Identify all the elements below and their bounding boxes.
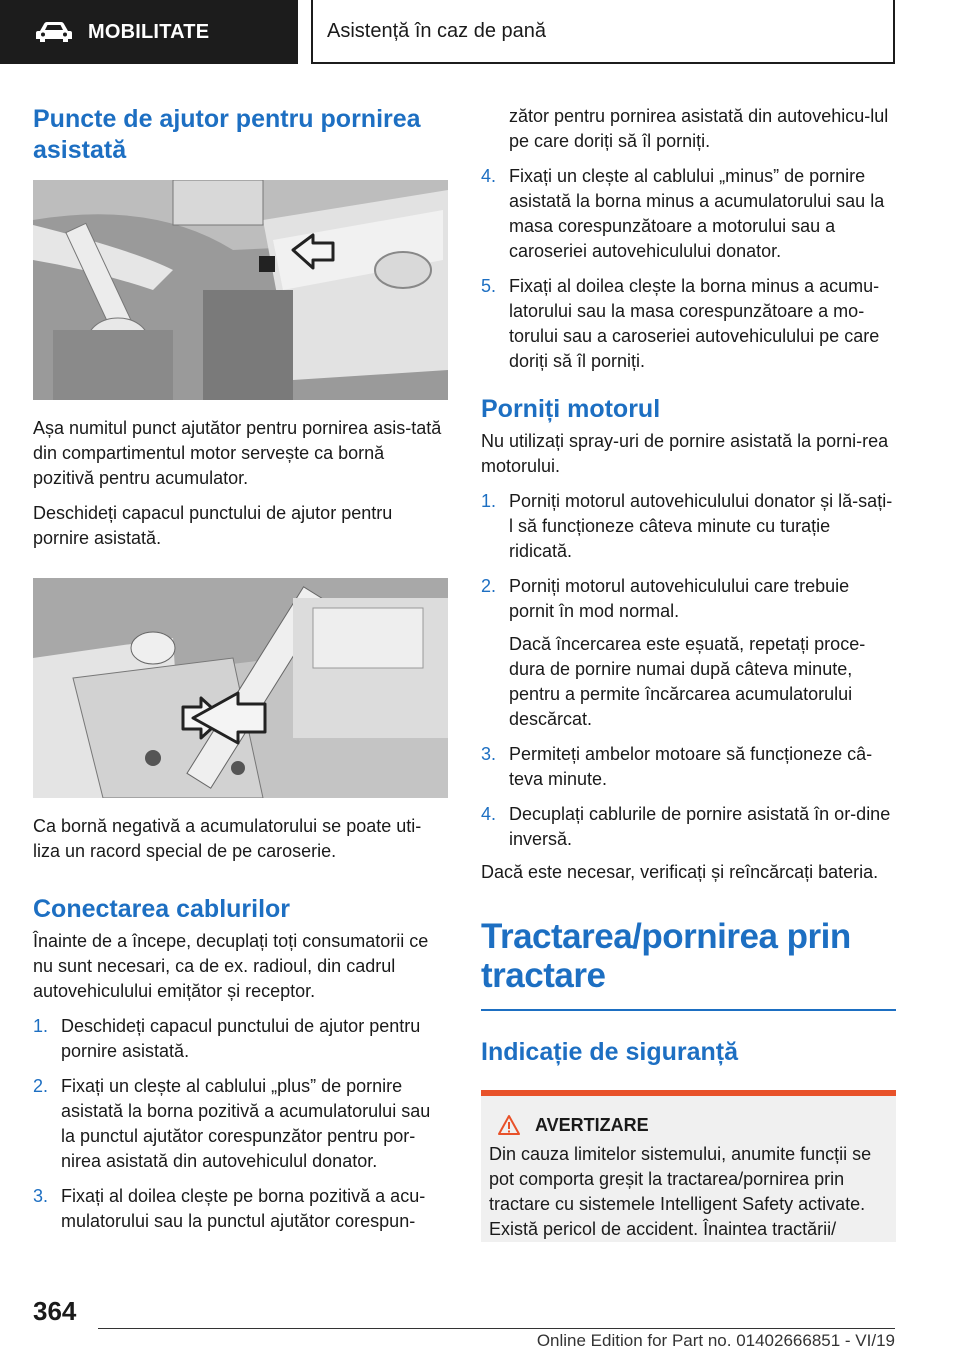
list-item: 3. Permiteți ambelor motoare să funcționeze câ-teva minute.	[481, 744, 873, 789]
list-item: 5. Fixați al doilea clește la borna minus a acumu-latorului sau la masa corespunzătoare a mo-torului sau a caroseriei autovehiculului pe care doriți să îl porniți.	[481, 276, 880, 371]
positive-terminal-text: Așa numitul punct ajutător pentru pornirea asis-tată din compartimentul motor servește ca bornă pozitivă pentru acumulator.	[33, 418, 442, 488]
start-steps-list-cont	[481, 742, 896, 852]
list-item: 4. Decuplați cablurile de pornire asistată în or-dine inversă.	[481, 804, 891, 849]
safety-note-heading: Indicație de siguranță	[481, 1038, 739, 1066]
jump-start-heading: Puncte de ajutor pentru pornirea asistată	[33, 105, 421, 164]
section-title: MOBILITATE	[88, 20, 210, 43]
page-number: 364	[33, 1296, 77, 1326]
connect-steps-list-cont	[481, 164, 896, 374]
towing-heading: Tractarea/pornirea prin tractare	[481, 917, 851, 995]
list-item: 1. Deschideți capacul punctului de ajutor pentru pornire asistată.	[33, 1016, 421, 1061]
list-item: 2. Porniți motorul autovehiculului care trebuie pornit în mod normal.	[481, 576, 850, 621]
list-item: 2. Fixați un clește al cablului „plus” de pornire asistată la borna pozitivă a acumulatorului sau la punctul ajutător corespunzător pentru por-nirea asistată din autovehiculul donator.	[33, 1076, 431, 1171]
connect-steps-list	[33, 1014, 448, 1234]
warning-box	[481, 1090, 896, 1242]
start-engine-intro: Nu utilizați spray-uri de pornire asistată la porni-rea motorului.	[481, 431, 889, 476]
start-steps-list	[481, 489, 896, 624]
section-tab[interactable]	[0, 0, 298, 64]
warning-triangle-icon	[497, 1114, 521, 1136]
heading-divider	[481, 1009, 896, 1011]
connect-cables-intro: Înainte de a începe, decuplați toți consumatorii ce nu sunt necesari, ca de ex. radioul, din cadrul autovehiculului emițător și receptor.	[33, 931, 429, 1001]
retry-note: Dacă încercarea este eșuată, repetați proce-dura de pornire numai după câteva minute, pentru a permite încărcarea acumulatorului descărcat.	[509, 634, 866, 729]
check-battery-text: Dacă este necesar, verificați și reîncărcați bateria.	[481, 862, 879, 882]
list-item: 1. Porniți motorul autovehiculului donator și lă-sați-l să funcționeze câteva minute cu turație ridicată.	[481, 491, 893, 561]
list-item: 3. Fixați al doilea clește pe borna pozitivă a acu-mulatorului sau la punctul ajutător corespun-	[33, 1186, 426, 1231]
right-column	[481, 104, 896, 1242]
car-icon	[34, 20, 74, 44]
warning-text: Din cauza limitelor sistemului, anumite funcții se pot comporta greșit la tractarea/pornirea prin tractare cu sistemele Intelligent Safety activate. Există pericol de accident. Înaintea tractării/	[489, 1144, 872, 1239]
warning-title-row	[489, 1114, 888, 1136]
page-header	[0, 0, 960, 68]
engine-photo-positive-terminal	[33, 180, 448, 400]
engine-photo-negative-terminal	[33, 578, 448, 798]
start-engine-heading: Porniți motorul	[481, 395, 661, 423]
chapter-title: Asistență în caz de pană	[311, 0, 895, 64]
footer-divider	[98, 1328, 895, 1329]
warning-title: AVERTIZARE	[535, 1114, 649, 1135]
left-column	[33, 100, 448, 1234]
negative-terminal-text: Ca bornă negativă a acumulatorului se poate uti-liza un racord special de pe caroserie.	[33, 816, 422, 861]
open-cover-text: Deschideți capacul punctului de ajutor pentru pornire asistată.	[33, 503, 393, 548]
connect-cables-heading: Conectarea cablurilor	[33, 895, 291, 923]
list-item: 4. Fixați un clește al cablului „minus” de pornire asistată la borna minus a acumulatorului sau la masa corespunzătoare a motorului sau a caroseriei autovehiculului donator.	[481, 166, 885, 261]
step-3-continued: zător pentru pornirea asistată din autovehicu-lul pe care doriți să îl porniți.	[509, 106, 889, 151]
edition-info: Online Edition for Part no. 01402666851 - VI/19	[536, 1331, 895, 1350]
